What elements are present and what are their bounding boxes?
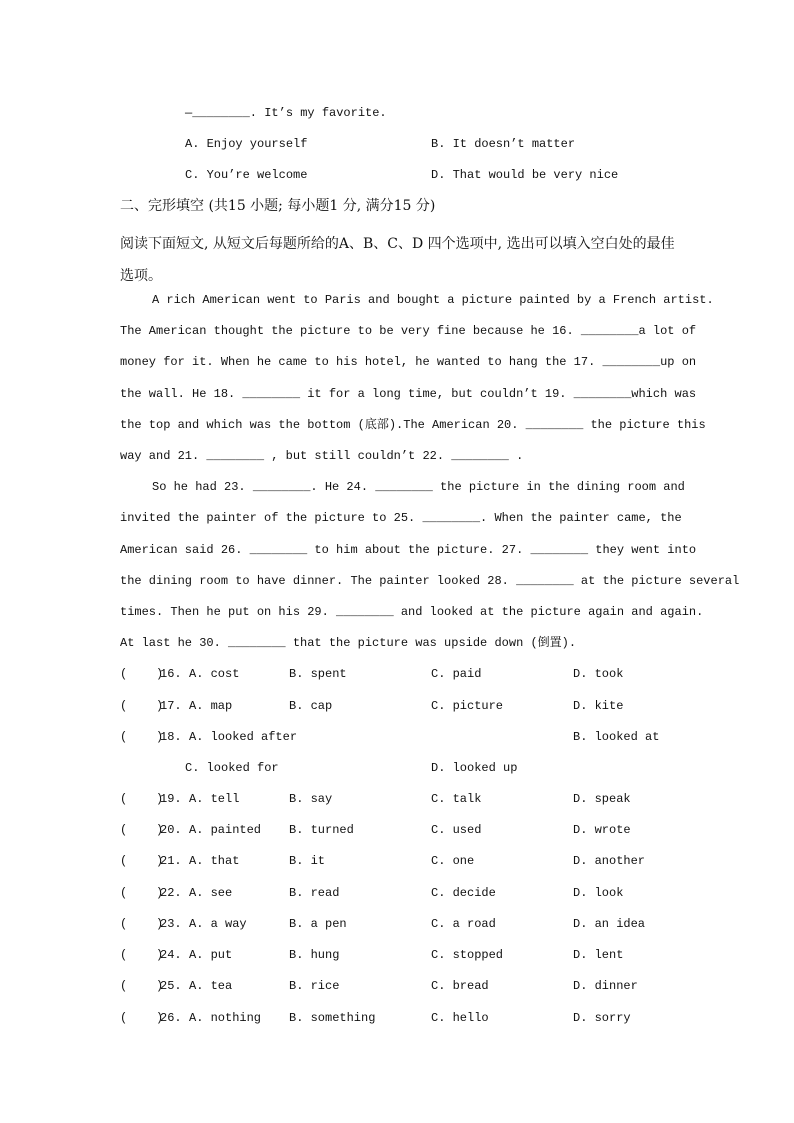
option-d: D. wrote: [573, 823, 631, 837]
question-number: 18.: [160, 730, 182, 744]
answer-blank: ( ): [120, 730, 164, 744]
question-number: 25.: [160, 979, 182, 993]
question-row-continued: [0, 760, 794, 776]
question-row: [0, 947, 794, 963]
answer-blank: ( ): [120, 699, 164, 713]
q15-option-a: A. Enjoy yourself: [185, 137, 308, 151]
question-row: [0, 916, 794, 932]
answer-blank: ( ): [120, 948, 164, 962]
option-d: D. kite: [573, 699, 624, 713]
option-c: C. a road: [431, 917, 496, 931]
option-a: A. painted: [189, 823, 262, 837]
option-b: B. spent: [289, 667, 347, 681]
question-number: 24.: [160, 948, 182, 962]
passage-line: the dining room to have dinner. The painter looked 28. ________ at the picture several: [120, 574, 740, 588]
answer-blank: ( ): [120, 667, 164, 681]
passage-line: the wall. He 18. ________ it for a long time, but couldn’t 19. ________which was: [120, 387, 697, 401]
passage-line: times. Then he put on his 29. ________ and looked at the picture again and again.: [120, 605, 704, 619]
answer-blank: ( ): [120, 1011, 164, 1025]
answer-blank: ( ): [120, 854, 164, 868]
option-c: C. hello: [431, 1011, 489, 1025]
option-d: D. look: [573, 886, 624, 900]
question-row: [0, 791, 794, 807]
option-c: C. stopped: [431, 948, 504, 962]
option-b: B. a pen: [289, 917, 347, 931]
option-a: A. map: [189, 699, 233, 713]
option-a: A. cost: [189, 667, 240, 681]
option-a: A. that: [189, 854, 240, 868]
answer-blank: ( ): [120, 917, 164, 931]
option-b: B. turned: [289, 823, 354, 837]
option-d: D. speak: [573, 792, 631, 806]
passage-line: So he had 23. ________. He 24. ________ the picture in the dining room and: [152, 480, 685, 494]
option-a: A. looked after: [189, 730, 298, 744]
option-d: B. looked at: [573, 730, 660, 744]
option-a: A. see: [189, 886, 233, 900]
q15-stem: —________. It’s my favorite.: [185, 106, 387, 120]
passage-line: The American thought the picture to be very fine because he 16. ________a lot of: [120, 324, 697, 338]
question-number: 17.: [160, 699, 182, 713]
option-d: D. dinner: [573, 979, 638, 993]
answer-blank: ( ): [120, 792, 164, 806]
option-d: D. took: [573, 667, 624, 681]
section-instructions: [120, 228, 680, 292]
passage-line: money for it. When he came to his hotel, he wanted to hang the 17. ________up on: [120, 355, 697, 369]
question-row: [0, 666, 794, 682]
option-d: D. looked up: [431, 761, 518, 775]
question-row: [0, 822, 794, 838]
answer-blank: ( ): [120, 823, 164, 837]
question-row: [0, 853, 794, 869]
section-title: 二、完形填空 (共15 小题; 每小题1 分, 满分15 分): [120, 198, 436, 214]
question-row: [0, 698, 794, 714]
option-b: B. say: [289, 792, 333, 806]
option-a: A. tea: [189, 979, 233, 993]
question-number: 23.: [160, 917, 182, 931]
option-a: A. a way: [189, 917, 247, 931]
option-c: C. used: [431, 823, 482, 837]
answer-blank: ( ): [120, 886, 164, 900]
option-d: D. lent: [573, 948, 624, 962]
option-c: C. picture: [431, 699, 504, 713]
option-a: A. tell: [189, 792, 240, 806]
option-c: C. decide: [431, 886, 496, 900]
instruction-line-1: 阅读下面短文, 从短文后每题所给的A、B、C、D 四个选项中, 选出可以填入空白处的最佳: [120, 236, 675, 252]
answer-blank: ( ): [120, 979, 164, 993]
passage-line: At last he 30. ________ that the picture was upside down (倒置).: [120, 636, 577, 650]
question-number: 20.: [160, 823, 182, 837]
q15-option-b: B. It doesn’t matter: [431, 137, 576, 151]
question-row: [0, 729, 794, 745]
q15-option-d: D. That would be very nice: [431, 168, 619, 182]
question-row: [0, 885, 794, 901]
option-d: D. another: [573, 854, 646, 868]
passage-line: invited the painter of the picture to 25. ________. When the painter came, the: [120, 511, 682, 525]
option-c: C. one: [431, 854, 475, 868]
passage-line: way and 21. ________ , but still couldn’t 22. ________ .: [120, 449, 524, 463]
option-b: B. cap: [289, 699, 333, 713]
option-c: C. bread: [431, 979, 489, 993]
question-row: [0, 978, 794, 994]
passage-line: A rich American went to Paris and bought a picture painted by a French artist.: [152, 293, 714, 307]
question-row: [0, 1010, 794, 1026]
option-d: D. sorry: [573, 1011, 631, 1025]
passage-line: the top and which was the bottom (底部).The American 20. ________ the picture this: [120, 418, 706, 432]
option-b: B. read: [289, 886, 340, 900]
question-number: 16.: [160, 667, 182, 681]
q15-option-c: C. You’re welcome: [185, 168, 308, 182]
option-c: C. talk: [431, 792, 482, 806]
option-a: A. nothing: [189, 1011, 262, 1025]
passage-line: American said 26. ________ to him about the picture. 27. ________ they went into: [120, 543, 697, 557]
question-number: 21.: [160, 854, 182, 868]
question-number: 22.: [160, 886, 182, 900]
option-a: A. put: [189, 948, 233, 962]
option-b: B. it: [289, 854, 326, 868]
question-number: 26.: [160, 1011, 182, 1025]
option-c: C. paid: [431, 667, 482, 681]
option-d: D. an idea: [573, 917, 646, 931]
option-b: B. hung: [289, 948, 340, 962]
question-number: 19.: [160, 792, 182, 806]
option-b: B. something: [289, 1011, 376, 1025]
option-c: C. looked for: [185, 761, 279, 775]
option-b: B. rice: [289, 979, 340, 993]
instruction-line-2: 选项。: [120, 268, 162, 284]
